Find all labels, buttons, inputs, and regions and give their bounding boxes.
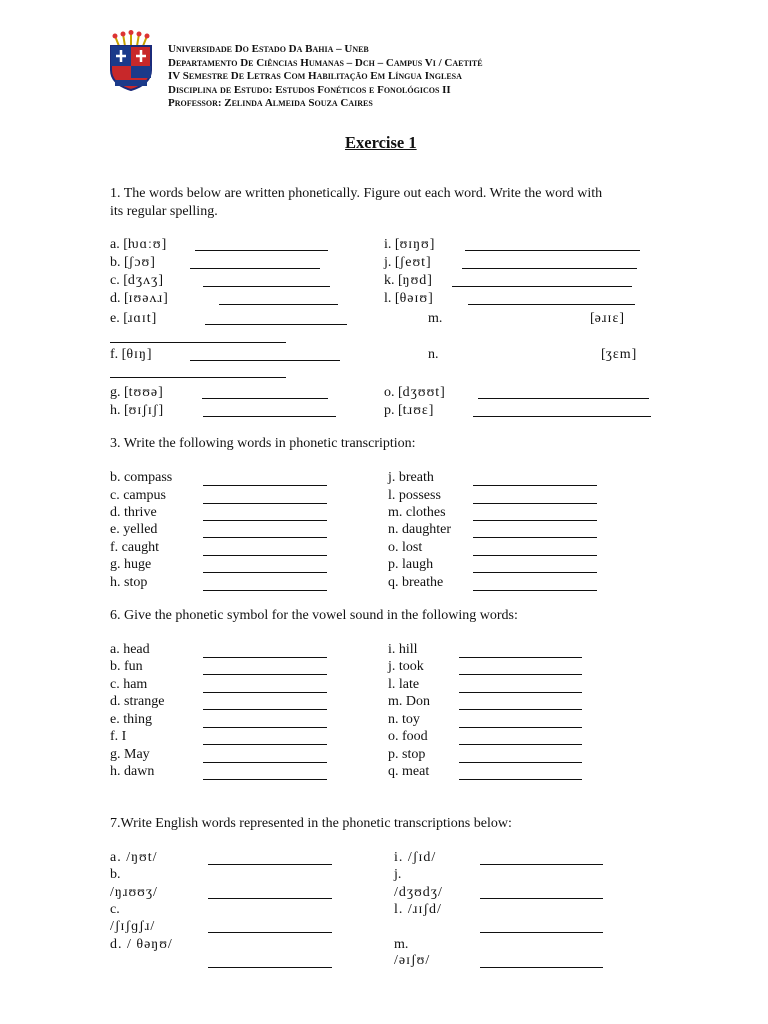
list-item: e. yelled xyxy=(110,522,158,537)
list-item: c. [dʒʌʒ] xyxy=(110,273,163,288)
answer-blank[interactable] xyxy=(190,268,320,269)
list-item: a. /ŋʊt/ xyxy=(110,850,158,865)
header-line-2: Departamento De Ciências Humanas – Dch – Campus Vi / Caetité xyxy=(168,56,483,69)
list-item: l. possess xyxy=(388,488,441,503)
list-item: d. / θəŋʊ/ xyxy=(110,937,173,952)
list-item: f. [θɪŋ] xyxy=(110,347,152,362)
answer-blank[interactable] xyxy=(208,898,332,899)
answer-blank[interactable] xyxy=(473,485,597,486)
list-item: m. Don xyxy=(388,694,430,709)
list-item-symbol: /dʒʊdʒ/ xyxy=(394,885,443,900)
list-item: b. xyxy=(110,867,121,882)
answer-blank[interactable] xyxy=(203,416,336,417)
exercise-title: Exercise 1 xyxy=(345,133,417,152)
list-item-symbol: /əɪʃʊ/ xyxy=(394,953,431,968)
answer-blank[interactable] xyxy=(478,398,649,399)
list-item: j. took xyxy=(388,659,424,674)
list-item: m. xyxy=(428,311,443,326)
answer-blank[interactable] xyxy=(480,898,603,899)
list-item: n. daughter xyxy=(388,522,451,537)
list-item: p. laugh xyxy=(388,557,434,572)
university-crest-logo xyxy=(105,30,157,92)
answer-blank[interactable] xyxy=(208,932,332,933)
answer-blank[interactable] xyxy=(203,503,327,504)
answer-blank[interactable] xyxy=(480,932,603,933)
answer-blank[interactable] xyxy=(462,268,637,269)
list-item: g. huge xyxy=(110,557,152,572)
list-item: l. /ɹɪʃd/ xyxy=(394,902,442,917)
list-item: a. [ƕɑːʊ] xyxy=(110,237,167,252)
list-item: h. dawn xyxy=(110,764,155,779)
list-item: d. strange xyxy=(110,694,165,709)
header-line-3: IV Semestre De Letras Com Habilitação Em Língua Inglesa xyxy=(168,70,462,82)
list-item: g. May xyxy=(110,747,150,762)
answer-blank[interactable] xyxy=(473,520,597,521)
answer-blank[interactable] xyxy=(459,727,582,728)
answer-blank[interactable] xyxy=(459,674,582,675)
list-item: c. campus xyxy=(110,488,166,503)
answer-blank[interactable] xyxy=(473,416,651,417)
answer-blank[interactable] xyxy=(459,779,582,780)
answer-blank[interactable] xyxy=(203,572,327,573)
answer-blank[interactable] xyxy=(465,250,640,251)
list-item: i. [ʊɪŋʊ] xyxy=(384,237,435,252)
answer-blank[interactable] xyxy=(203,555,327,556)
list-item: j. xyxy=(394,867,402,882)
answer-blank[interactable] xyxy=(203,520,327,521)
answer-blank[interactable] xyxy=(203,590,327,591)
header-line-1: Universidade Do Estado Da Bahia – Uneb xyxy=(168,43,369,55)
list-item: h. stop xyxy=(110,575,148,590)
section1-instruction-line2: its regular spelling. xyxy=(110,204,218,219)
answer-blank[interactable] xyxy=(205,324,347,325)
list-item: j. [ʃeʊt] xyxy=(384,255,431,270)
answer-blank[interactable] xyxy=(203,657,327,658)
answer-blank-continued[interactable] xyxy=(110,342,286,343)
list-item: p. [tɹʊɛ] xyxy=(384,403,434,418)
header-line-5: Professor: Zelinda Almeida Souza Caires xyxy=(168,97,373,109)
list-item: d. [ɪʊəʌɹ] xyxy=(110,291,168,306)
answer-blank[interactable] xyxy=(219,304,338,305)
list-item: j. breath xyxy=(388,470,434,485)
list-item: h. [ʊɪʃɪʃ] xyxy=(110,403,164,418)
list-item-symbol: [ʒɛm] xyxy=(601,347,637,362)
list-item: l. [θəɪʊ] xyxy=(384,291,433,306)
list-item: i. /ʃɪd/ xyxy=(394,850,437,865)
answer-blank[interactable] xyxy=(473,590,597,591)
answer-blank[interactable] xyxy=(459,692,582,693)
list-item: o. [dʒʊʊt] xyxy=(384,385,445,400)
answer-blank[interactable] xyxy=(468,304,635,305)
answer-blank[interactable] xyxy=(480,864,603,865)
list-item: q. meat xyxy=(388,764,430,779)
answer-blank[interactable] xyxy=(473,572,597,573)
answer-blank[interactable] xyxy=(203,762,327,763)
answer-blank[interactable] xyxy=(202,398,328,399)
answer-blank[interactable] xyxy=(203,709,327,710)
section1-instruction-line1: 1. The words below are written phonetically. Figure out each word. Write the word with xyxy=(110,186,603,201)
answer-blank[interactable] xyxy=(459,744,582,745)
list-item: f. I xyxy=(110,729,127,744)
list-item: l. late xyxy=(388,677,420,692)
answer-blank[interactable] xyxy=(203,485,327,486)
list-item-symbol: /ʃɪʃɡʃɹ/ xyxy=(110,919,156,934)
answer-blank[interactable] xyxy=(473,537,597,538)
list-item: o. food xyxy=(388,729,428,744)
answer-blank[interactable] xyxy=(459,762,582,763)
list-item: n. toy xyxy=(388,712,420,727)
list-item: b. fun xyxy=(110,659,143,674)
list-item-symbol: [əɹɪɛ] xyxy=(590,311,624,326)
answer-blank[interactable] xyxy=(190,360,340,361)
answer-blank[interactable] xyxy=(459,657,582,658)
answer-blank[interactable] xyxy=(203,674,327,675)
list-item: p. stop xyxy=(388,747,426,762)
answer-blank[interactable] xyxy=(208,864,332,865)
list-item: g. [tʊʊə] xyxy=(110,385,163,400)
list-item: e. [ɹɑɪt] xyxy=(110,311,157,326)
list-item-symbol: /ŋɹʊʊʒ/ xyxy=(110,885,158,900)
list-item: c. xyxy=(110,902,120,917)
list-item: o. lost xyxy=(388,540,423,555)
section3-instruction: 3. Write the following words in phonetic transcription: xyxy=(110,436,416,451)
answer-blank[interactable] xyxy=(203,692,327,693)
list-item: d. thrive xyxy=(110,505,157,520)
answer-blank[interactable] xyxy=(203,727,327,728)
answer-blank[interactable] xyxy=(473,503,597,504)
list-item: i. hill xyxy=(388,642,418,657)
answer-blank[interactable] xyxy=(203,286,330,287)
answer-blank[interactable] xyxy=(452,286,632,287)
list-item: m. xyxy=(394,937,409,952)
answer-blank[interactable] xyxy=(203,744,327,745)
list-item: k. [ŋʊd] xyxy=(384,273,432,288)
answer-blank[interactable] xyxy=(459,709,582,710)
list-item: a. head xyxy=(110,642,150,657)
list-item: e. thing xyxy=(110,712,152,727)
list-item: m. clothes xyxy=(388,505,446,520)
answer-blank[interactable] xyxy=(473,555,597,556)
list-item: n. xyxy=(428,347,439,362)
section6-instruction: 6. Give the phonetic symbol for the vowel sound in the following words: xyxy=(110,608,518,623)
list-item: b. compass xyxy=(110,470,173,485)
answer-blank[interactable] xyxy=(480,967,603,968)
answer-blank-continued[interactable] xyxy=(110,377,286,378)
list-item: f. caught xyxy=(110,540,159,555)
section7-instruction: 7.Write English words represented in the phonetic transcriptions below: xyxy=(110,816,512,831)
header-line-4: Disciplina de Estudo: Estudos Fonéticos e Fonológicos II xyxy=(168,83,451,96)
list-item: q. breathe xyxy=(388,575,444,590)
answer-blank[interactable] xyxy=(203,779,327,780)
answer-blank[interactable] xyxy=(195,250,328,251)
list-item: b. [ʃɔʊ] xyxy=(110,255,155,270)
answer-blank[interactable] xyxy=(208,967,332,968)
list-item: c. ham xyxy=(110,677,148,692)
answer-blank[interactable] xyxy=(203,537,327,538)
